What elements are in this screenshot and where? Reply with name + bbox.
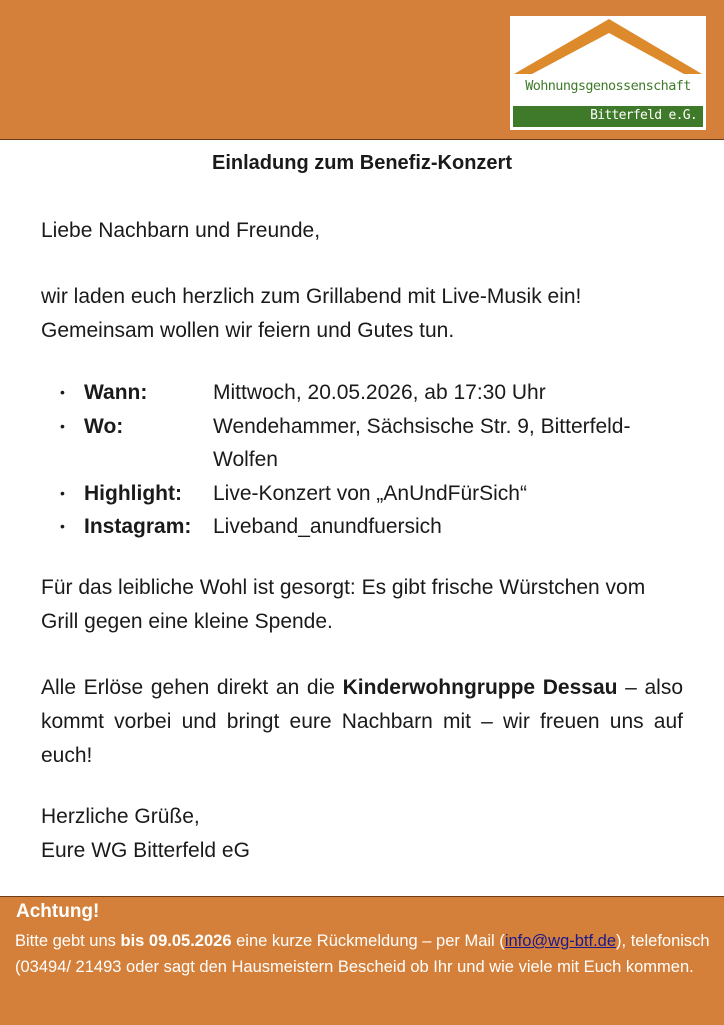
bullet-icon: •: [60, 417, 65, 434]
logo-name: Wohnungsgenossenschaft: [525, 78, 691, 94]
page-title: Einladung zum Benefiz-Konzert: [212, 152, 512, 174]
email-link[interactable]: info@wg-btf.de: [504, 932, 617, 950]
detail-value: Live-Konzert von „AnUndFürSich“: [213, 481, 527, 505]
detail-label: Instagram:: [84, 515, 192, 538]
proceeds-text-end: – also kommt vorbei und bringt eure Nachbarn mit – wir freuen uns auf euch!: [41, 676, 684, 767]
notice-text-end: ), telefonisch (03494/ 21493 oder sagt den Hausmeistern Bescheid ob Ihr und wie viele mit Euch kommen.: [15, 932, 710, 976]
detail-instagram: [62, 510, 633, 544]
notice-text-start: Bitte gebt uns: [15, 932, 121, 950]
wg-logo: [510, 16, 706, 130]
detail-when: [62, 376, 633, 410]
header-band: [0, 0, 724, 140]
rsvp-deadline: bis 09.05.2026: [120, 932, 232, 950]
bullet-icon: •: [60, 484, 65, 501]
logo-city: Bitterfeld e.G.: [590, 108, 697, 123]
detail-label: Wann:: [84, 381, 148, 404]
notice-text: [15, 928, 715, 980]
food-paragraph: Für das leibliche Wohl ist gesorgt: Es gibt frische Würstchen vom Grill gegen eine kleine Spende.: [41, 576, 646, 633]
closing-signature: Eure WG Bitterfeld eG: [41, 839, 250, 862]
bullet-icon: •: [60, 518, 65, 534]
bullet-icon: •: [60, 384, 65, 400]
closing: [41, 800, 683, 868]
logo-green-bar: [513, 106, 703, 127]
proceeds-text: Alle Erlöse gehen direkt an die: [41, 676, 343, 699]
beneficiary-name: Kinderwohngruppe Dessau: [342, 676, 618, 699]
intro-paragraph: wir laden euch herzlich zum Grillabend mit Live-Musik ein! Gemeinsam wollen wir feiern und Gutes tun.: [41, 285, 582, 342]
detail-where: [62, 410, 633, 477]
detail-highlight: [62, 477, 633, 511]
proceeds-paragraph: [41, 671, 683, 773]
detail-value: Mittwoch, 20.05.2026, ab 17:30 Uhr: [213, 381, 546, 404]
notice-footer: [0, 896, 724, 1025]
event-details-list: [62, 376, 633, 544]
notice-title: Achtung!: [16, 901, 100, 922]
notice-text-mid: eine kurze Rückmeldung – per Mail (: [231, 932, 505, 950]
greeting: Liebe Nachbarn und Freunde,: [41, 219, 321, 242]
detail-label: Wo:: [84, 414, 124, 438]
detail-label: Highlight:: [84, 481, 182, 505]
detail-value: Liveband_anundfuersich: [213, 515, 442, 538]
detail-value: Wendehammer, Sächsische Str. 9, Bitterfeld-Wolfen: [213, 414, 631, 471]
closing-greeting: Herzliche Grüße,: [41, 805, 200, 828]
